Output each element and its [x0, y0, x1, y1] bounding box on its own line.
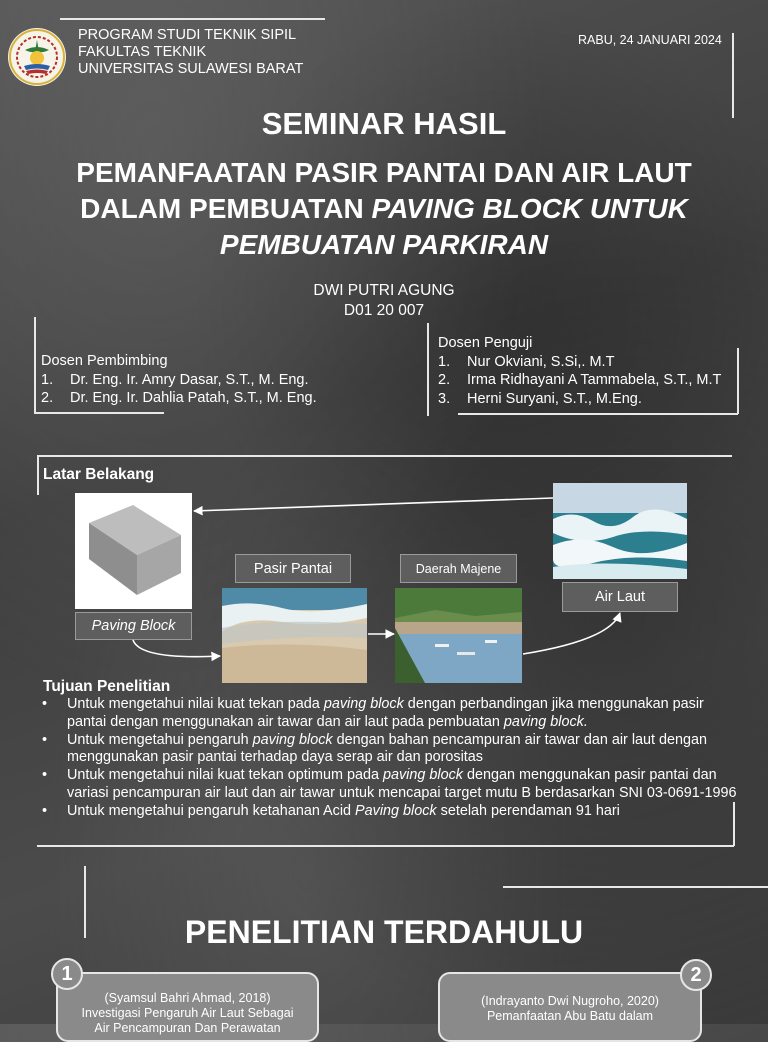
paving-block-photo: [75, 493, 192, 609]
goal-item: [42, 732, 742, 768]
institution-line: UNIVERSITAS SULAWESI BARAT: [78, 61, 304, 77]
seminar-label: SEMINAR HASIL: [261, 106, 507, 141]
goal-text: dengan perbandingan jika menggunakan pasir pantai dengan menggunakan air tawar dan air laut pada pembuatan: [67, 696, 704, 730]
title-line-1: PEMANFAATAN PASIR PANTAI DAN AIR LAUT: [76, 157, 692, 188]
author-id: D01 20 007: [343, 302, 425, 319]
paving-block-label: [75, 612, 192, 640]
examiner-name: Nur Okviani, S.Si,. M.T: [467, 353, 615, 370]
label-text: Paving Block: [91, 618, 176, 634]
divider-line: [458, 413, 738, 415]
badge-number: 1: [61, 962, 73, 985]
label-text: Air Laut: [595, 589, 645, 605]
goal-text: Untuk mengetahui pengaruh ketahanan Acid: [67, 802, 356, 819]
divider-line: [60, 18, 325, 20]
card-number-badge: [680, 959, 712, 991]
arrow-paving-to-sand: [133, 640, 220, 657]
title-line-3: [20, 227, 748, 263]
title-italic-text: PEMBUATAN PARKIRAN: [219, 229, 549, 260]
divider-line: [37, 845, 734, 847]
divider-line: [34, 317, 36, 413]
beach-sand-label: [235, 554, 351, 583]
label-text: Daerah Majene: [415, 561, 502, 576]
item-number: 2.: [41, 390, 54, 406]
previous-research-heading: PENELITIAN TERDAHULU: [184, 914, 584, 950]
divider-line: [37, 455, 732, 457]
supervisor-name: Dr. Eng. Ir. Amry Dasar, S.T., M. Eng.: [70, 371, 309, 388]
divider-line: [503, 886, 768, 888]
goal-text: Untuk mengetahui pengaruh: [67, 731, 253, 748]
divider-line: [37, 455, 39, 495]
seawater-photo: [553, 483, 687, 579]
divider-line: [427, 323, 429, 416]
research-card-2: [438, 972, 702, 1042]
divider-line: [737, 348, 739, 414]
supervisor-item: [41, 389, 317, 408]
goal-text: dengan menggunakan pasir pantai dan variasi pencampuran air laut dan air tawar untuk mencapai target mutu B berdasarkan SNI 03-0691-1996: [67, 767, 737, 801]
title-line-2: [20, 191, 748, 227]
arrow-seawater-to-paving: [194, 498, 553, 511]
card-line: Pemanfaatan Abu Batu dalam: [486, 1009, 654, 1023]
author-name: DWI PUTRI AGUNG: [313, 282, 455, 299]
examiner-item: [438, 390, 721, 409]
goal-italic: Paving block: [355, 802, 437, 819]
divider-line: [34, 412, 164, 414]
card-line: (Syamsul Bahri Ahmad, 2018): [104, 991, 271, 1005]
goal-item: [42, 803, 742, 821]
title-text: DALAM PEMBUATAN: [80, 193, 372, 224]
examiner-name: Irma Ridhayani A Tammabela, S.T., M.T: [467, 372, 722, 388]
card-number-badge: [51, 958, 83, 990]
institution-block: [78, 27, 303, 78]
badge-number: 2: [690, 963, 702, 986]
title-italic-text: PAVING BLOCK UNTUK: [371, 193, 688, 224]
item-number: 2.: [438, 372, 451, 388]
examiner-item: [438, 371, 721, 390]
goal-italic: paving block: [323, 696, 404, 712]
supervisors-block: [41, 352, 317, 408]
goal-text: setelah perendaman 91 hari: [436, 802, 620, 819]
examiner-item: [438, 353, 721, 372]
examiner-name: Herni Suryani, S.T., M.Eng.: [467, 390, 642, 407]
majene-label: [400, 554, 517, 583]
institution-line: PROGRAM STUDI TEKNIK SIPIL: [78, 27, 297, 43]
goal-text: Untuk mengetahui nilai kuat tekan pada: [67, 696, 324, 712]
thesis-title: [20, 155, 748, 263]
date-label: RABU, 24 JANUARI 2024: [578, 33, 722, 47]
institution-line: FAKULTAS TEKNIK: [78, 44, 207, 60]
goal-text: dengan bahan pencampuran air tawar dan air laut dengan menggunakan pasir pantai terhadap daya serap air dan porositas: [67, 731, 708, 766]
card-line: Investigasi Pengaruh Air Laut Sebagai: [81, 1006, 294, 1020]
examiners-heading: Dosen Penguji: [438, 335, 533, 351]
card-line: Air Pencampuran Dan Perawatan: [94, 1021, 281, 1035]
background-heading: Latar Belakang: [43, 466, 155, 483]
supervisors-heading: Dosen Pembimbing: [41, 353, 168, 369]
goals-list: [42, 696, 742, 821]
arrow-majene-to-seawater: [523, 613, 620, 654]
author-block: [0, 281, 768, 321]
item-number: 3.: [438, 390, 451, 407]
majene-photo: [395, 588, 522, 683]
goal-text: Untuk mengetahui nilai kuat tekan optimum pada: [67, 767, 383, 784]
item-number: 1.: [438, 353, 451, 370]
beach-sand-photo: [222, 588, 367, 683]
seawater-label: [562, 582, 678, 612]
item-number: 1.: [41, 371, 54, 388]
supervisor-item: [41, 371, 317, 390]
examiners-block: [438, 334, 721, 408]
goal-italic: paving block: [382, 767, 463, 784]
goal-italic: paving block: [252, 731, 333, 748]
goals-heading: Tujuan Penelitian: [43, 678, 171, 695]
goal-italic: paving block.: [503, 713, 588, 730]
card-line: (Indrayanto Dwi Nugroho, 2020): [481, 994, 659, 1008]
supervisor-name: Dr. Eng. Ir. Dahlia Patah, S.T., M. Eng.: [70, 390, 317, 406]
university-logo: [8, 28, 66, 86]
label-text: Pasir Pantai: [253, 560, 333, 577]
research-card-1: [56, 972, 319, 1042]
goal-item: [42, 767, 742, 803]
goal-item: [42, 696, 742, 732]
